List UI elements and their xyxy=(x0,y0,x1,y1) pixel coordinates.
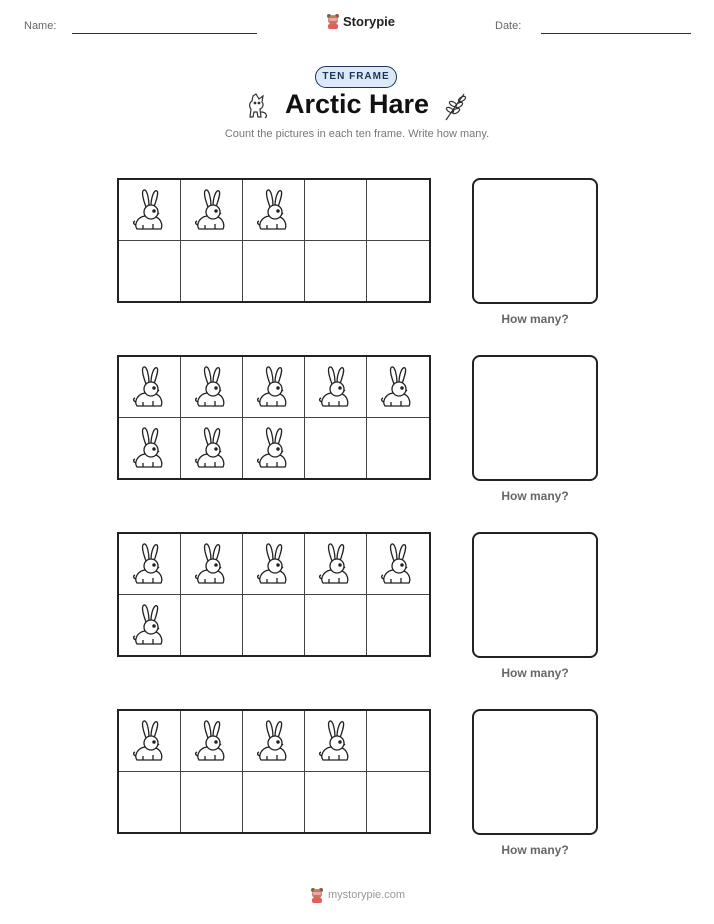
how-many-label-1: How many? xyxy=(501,312,569,326)
frame-cell xyxy=(367,418,429,479)
hare-icon xyxy=(191,364,233,410)
frame-cell xyxy=(305,180,367,241)
frame-cell xyxy=(243,534,305,595)
frame-cell xyxy=(181,418,243,479)
frame-cell xyxy=(367,357,429,418)
how-many-label-2: How many? xyxy=(501,489,569,503)
frame-cell xyxy=(243,772,305,833)
name-label: Name: xyxy=(24,20,57,32)
hare-icon xyxy=(129,187,171,233)
hare-icon xyxy=(129,541,171,587)
frame-cell xyxy=(243,241,305,302)
name-line[interactable] xyxy=(72,33,257,34)
footer xyxy=(310,887,405,903)
answer-box-4[interactable] xyxy=(472,709,598,835)
frame-cell xyxy=(119,357,181,418)
hare-icon xyxy=(129,364,171,410)
hare-icon xyxy=(191,718,233,764)
footer-url: mystorypie.com xyxy=(328,889,406,901)
frame-cell xyxy=(181,180,243,241)
hare-icon xyxy=(191,187,233,233)
frame-cell xyxy=(243,595,305,656)
hare-icon xyxy=(129,602,171,648)
storypie-logo xyxy=(326,13,395,29)
frame-cell xyxy=(367,595,429,656)
frame-cell xyxy=(305,241,367,302)
hare-icon xyxy=(377,364,419,410)
hare-icon xyxy=(129,718,171,764)
hare-icon xyxy=(253,364,295,410)
frame-cell xyxy=(119,241,181,302)
storypie-mascot-icon xyxy=(326,13,340,29)
frame-cell xyxy=(243,180,305,241)
hare-icon xyxy=(315,541,357,587)
how-many-label-3: How many? xyxy=(501,666,569,680)
frame-cell xyxy=(367,534,429,595)
frame-cell xyxy=(181,241,243,302)
hare-icon xyxy=(253,425,295,471)
frame-cell xyxy=(181,595,243,656)
hare-icon xyxy=(315,718,357,764)
frame-cell xyxy=(305,711,367,772)
frame-cell xyxy=(119,534,181,595)
date-label: Date: xyxy=(495,20,522,32)
answer-box-3[interactable] xyxy=(472,532,598,658)
date-line[interactable] xyxy=(541,33,691,34)
hare-icon xyxy=(377,541,419,587)
frame-cell xyxy=(119,595,181,656)
ten-frame-2 xyxy=(117,355,431,480)
hare-icon xyxy=(253,541,295,587)
hare-icon xyxy=(253,187,295,233)
sprig-icon xyxy=(442,90,470,122)
frame-cell xyxy=(119,418,181,479)
frame-cell xyxy=(243,711,305,772)
frame-cell xyxy=(305,772,367,833)
frame-cell xyxy=(305,357,367,418)
frame-cell xyxy=(181,711,243,772)
hare-icon xyxy=(253,718,295,764)
frame-cell xyxy=(367,180,429,241)
answer-box-2[interactable] xyxy=(472,355,598,481)
hare-icon xyxy=(191,425,233,471)
how-many-label-4: How many? xyxy=(501,843,569,857)
hare-icon xyxy=(129,425,171,471)
frame-cell xyxy=(243,418,305,479)
instructions: Count the pictures in each ten frame. Write how many. xyxy=(224,128,490,140)
hare-icon xyxy=(315,364,357,410)
ten-frame-1 xyxy=(117,178,431,303)
frame-cell xyxy=(119,180,181,241)
frame-cell xyxy=(243,357,305,418)
storypie-mascot-icon xyxy=(310,887,324,903)
frame-cell xyxy=(181,772,243,833)
page-title: Arctic Hare xyxy=(284,89,430,119)
frame-cell xyxy=(305,595,367,656)
answer-box-1[interactable] xyxy=(472,178,598,304)
ten-frame-3 xyxy=(117,532,431,657)
brand-name: Storypie xyxy=(343,13,396,29)
frame-cell xyxy=(181,357,243,418)
ten-frame-badge: TEN FRAME xyxy=(315,66,397,88)
frame-cell xyxy=(305,418,367,479)
frame-cell xyxy=(119,772,181,833)
frame-cell xyxy=(367,711,429,772)
hare-icon xyxy=(191,541,233,587)
frame-cell xyxy=(181,534,243,595)
frame-cell xyxy=(305,534,367,595)
ten-frame-4 xyxy=(117,709,431,834)
frame-cell xyxy=(367,772,429,833)
frame-cell xyxy=(119,711,181,772)
frame-cell xyxy=(367,241,429,302)
